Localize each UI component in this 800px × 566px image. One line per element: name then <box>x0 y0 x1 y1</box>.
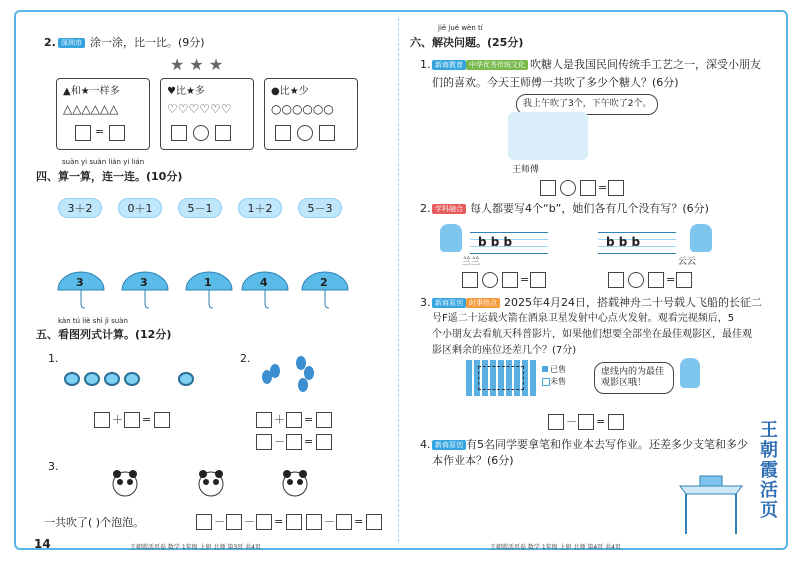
problem-tag: 时事热点 <box>466 298 500 308</box>
desk-illustration <box>676 472 746 536</box>
answer-box[interactable] <box>676 272 692 288</box>
umbrella-number: 1 <box>204 276 212 289</box>
answer-box[interactable] <box>226 514 242 530</box>
answer-box[interactable] <box>648 272 664 288</box>
writing-lines <box>598 232 676 254</box>
balloon-icon <box>304 366 314 380</box>
answer-box[interactable] <box>124 412 140 428</box>
umbrella-number: 3 <box>76 276 84 289</box>
compare-circle[interactable] <box>297 125 313 141</box>
problem-number: 1. <box>420 58 431 71</box>
q2-instruction: 涂一涂，比一比。(9分) <box>90 36 205 49</box>
person-label: 王师傅 <box>512 165 540 175</box>
equals-sign: = <box>354 515 364 528</box>
triangle-shapes: △△△△△△ <box>63 102 119 116</box>
answer-box[interactable] <box>286 434 302 450</box>
q2-region-tag: 深圳市 <box>58 38 85 48</box>
umbrella-number: 3 <box>140 276 148 289</box>
expression-cloud[interactable] <box>238 198 282 218</box>
answer-box[interactable] <box>608 272 624 288</box>
plus-sign: ＋ <box>274 413 285 426</box>
compare-circle[interactable] <box>560 180 576 196</box>
candy-stall-illustration <box>508 112 588 160</box>
compare-label-3: ●比★少 <box>271 86 309 97</box>
column-divider <box>398 18 399 542</box>
compare-circle[interactable] <box>193 125 209 141</box>
balloon-icon <box>298 378 308 392</box>
problem-number: 3. <box>420 296 431 309</box>
equals-sign: = <box>274 515 284 528</box>
expression-text: 3＋2 <box>67 202 93 215</box>
answer-box[interactable] <box>608 414 624 430</box>
bee-icon <box>84 372 100 386</box>
equals-sign: = <box>142 413 152 426</box>
heart-shapes: ♡♡♡♡♡♡ <box>167 102 232 116</box>
compare-box-3 <box>264 78 358 150</box>
page-number: 14 <box>34 537 51 551</box>
umbrella-icon[interactable] <box>300 270 350 310</box>
expression-cloud[interactable] <box>298 198 342 218</box>
problem-text: 们的喜欢。今天王师傅一共吹了多少个糖人？(6分) <box>432 76 679 89</box>
problem-number: 4. <box>420 438 431 451</box>
answer-box[interactable] <box>316 412 332 428</box>
answer-box[interactable] <box>306 514 322 530</box>
section5-title: 五、看图列式计算。(12分) <box>36 328 172 341</box>
answer-box[interactable] <box>171 125 187 141</box>
compare-box-2 <box>160 78 254 150</box>
expression-text: 5－3 <box>307 202 333 215</box>
letter-b-row: b b b <box>606 235 641 249</box>
answer-box[interactable] <box>256 514 272 530</box>
footer-right: 王朝霞活页卷 数学 1年级 上册 北师 第4页 共4页 <box>490 544 621 551</box>
plus-sign: ＋ <box>112 413 123 426</box>
answer-box[interactable] <box>580 180 596 196</box>
problem-tag: 新商教育 <box>432 60 466 70</box>
boy-figure <box>680 358 700 388</box>
answer-box[interactable] <box>366 514 382 530</box>
section4-title: 四、算一算，连一连。(10分) <box>36 170 183 183</box>
answer-box[interactable] <box>316 434 332 450</box>
problem-text: 影区剩余的座位还差几个？(7分) <box>432 345 577 356</box>
answer-box[interactable] <box>109 125 125 141</box>
problem-tag: 新商原创 <box>432 298 466 308</box>
expression-text: 1＋2 <box>247 202 273 215</box>
minus-sign: － <box>324 515 335 528</box>
minus-sign: － <box>244 515 255 528</box>
bee-icon <box>64 372 80 386</box>
circle-shapes: ○○○○○○ <box>271 102 334 116</box>
girl-figure <box>440 224 462 252</box>
problem-tag: 中华优秀传统文化 <box>466 60 528 70</box>
umbrella-icon[interactable] <box>240 270 290 310</box>
footer-left: 王朝霞活页卷 数学 1年级 上册 北师 第3页 共4页 <box>130 544 261 551</box>
sub-question-number: 2. <box>240 352 251 365</box>
problem-text: 号F遥二十运载火箭在酒泉卫星发射中心点火发射。观看完视频后，5 <box>432 313 735 324</box>
equals-sign: = <box>304 413 314 426</box>
legend-sold: 已售 <box>550 365 566 374</box>
answer-box[interactable] <box>319 125 335 141</box>
answer-box[interactable] <box>608 180 624 196</box>
unsold-legend-swatch <box>542 378 550 386</box>
panda-icon <box>196 468 226 498</box>
answer-box[interactable] <box>462 272 478 288</box>
answer-box[interactable] <box>548 414 564 430</box>
speech-bubble <box>594 362 674 394</box>
minus-sign: － <box>214 515 225 528</box>
minus-sign: － <box>566 415 577 428</box>
expression-cloud[interactable] <box>58 198 102 218</box>
problem-text: 吹糖人是我国民间传统手工艺之一，深受小朋友 <box>530 58 761 71</box>
answer-box[interactable] <box>75 125 91 141</box>
compare-label-2: ♥比★多 <box>167 86 205 97</box>
section4-pinyin: suàn yi suàn lián yi lián <box>62 158 145 166</box>
q2-number: 2. <box>44 36 56 49</box>
answer-box[interactable] <box>530 272 546 288</box>
answer-box[interactable] <box>540 180 556 196</box>
problem-text: 每人都要写4个“b”，她们各有几个没有写？(6分) <box>470 202 709 215</box>
answer-box[interactable] <box>215 125 231 141</box>
sub-question-number: 1. <box>48 352 59 365</box>
speech-text: 我上午吹了3个，下午吹了2个。 <box>523 99 652 109</box>
equals-sign: = <box>598 181 608 194</box>
compare-circle[interactable] <box>482 272 498 288</box>
panda-icon <box>280 468 310 498</box>
equals-sign: = <box>304 435 314 448</box>
section6-title: 六、解决问题。(25分) <box>410 36 524 49</box>
brand-logo: 王朝霞活页 <box>760 420 778 520</box>
answer-box[interactable] <box>578 414 594 430</box>
answer-box[interactable] <box>256 434 272 450</box>
balloon-icon <box>270 364 280 378</box>
legend-unsold: 未售 <box>550 377 566 386</box>
minus-sign: － <box>274 435 285 448</box>
writing-lines <box>470 232 548 254</box>
expression-text: 5－1 <box>187 202 213 215</box>
section6-pinyin: jiě jué wèn tí <box>438 24 483 32</box>
answer-box[interactable] <box>286 412 302 428</box>
sub-question-number: 3. <box>48 460 59 473</box>
section5-pinyin: kàn tú liè shì jì suàn <box>58 317 128 325</box>
problem-text: 有5名同学要拿笔和作业本去写作业。还差多少支笔和多少 <box>466 438 748 451</box>
girl-figure <box>690 224 712 252</box>
umbrella-icon[interactable] <box>120 270 170 310</box>
umbrella-icon[interactable] <box>56 270 106 310</box>
problem-text: 个小朋友去看航天科普影片，如果他们想要全部坐在最佳观影区，最佳观 <box>432 329 752 340</box>
compare-box-1 <box>56 78 150 150</box>
compare-label-1: ▲和★一样多 <box>63 86 120 97</box>
girl-name-1: 兰兰 <box>462 257 481 267</box>
answer-box[interactable] <box>336 514 352 530</box>
equals-sign: = <box>666 273 676 286</box>
letter-b-row: b b b <box>478 235 513 249</box>
problem-text: 本作业本？(6分) <box>432 454 514 467</box>
answer-box[interactable] <box>286 514 302 530</box>
answer-box[interactable] <box>94 412 110 428</box>
answer-box[interactable] <box>154 412 170 428</box>
answer-box[interactable] <box>502 272 518 288</box>
girl-name-2: 云云 <box>678 257 697 267</box>
answer-box[interactable] <box>196 514 212 530</box>
problem-number: 2. <box>420 202 431 215</box>
umbrella-number: 4 <box>260 276 268 289</box>
umbrella-icon[interactable] <box>184 270 234 310</box>
best-viewing-area <box>478 366 524 390</box>
problem-text: 2025年4月24日，搭载神舟二十号载人飞船的长征二 <box>504 296 762 309</box>
expression-cloud[interactable] <box>178 198 222 218</box>
expression-text: 0＋1 <box>127 202 153 215</box>
umbrella-number: 2 <box>320 276 328 289</box>
equals-sign: = <box>520 273 530 286</box>
bee-icon <box>104 372 120 386</box>
sold-legend-swatch <box>542 366 548 372</box>
stars-row: ★ ★ ★ <box>170 55 224 74</box>
problem-tag: 学科融合 <box>432 204 466 214</box>
equals-sign: = <box>596 415 606 428</box>
answer-box[interactable] <box>275 125 291 141</box>
equals-sign: = <box>95 125 105 138</box>
expression-cloud[interactable] <box>118 198 162 218</box>
compare-circle[interactable] <box>628 272 644 288</box>
problem-tag: 新商原创 <box>432 440 466 450</box>
q3-sentence: 一共吹了( )个泡泡。 <box>44 516 145 529</box>
bee-icon <box>124 372 140 386</box>
bee-icon <box>178 372 194 386</box>
speech-text: 虚线内的为最佳观影区哦！ <box>601 367 665 388</box>
panda-icon <box>110 468 140 498</box>
answer-box[interactable] <box>256 412 272 428</box>
